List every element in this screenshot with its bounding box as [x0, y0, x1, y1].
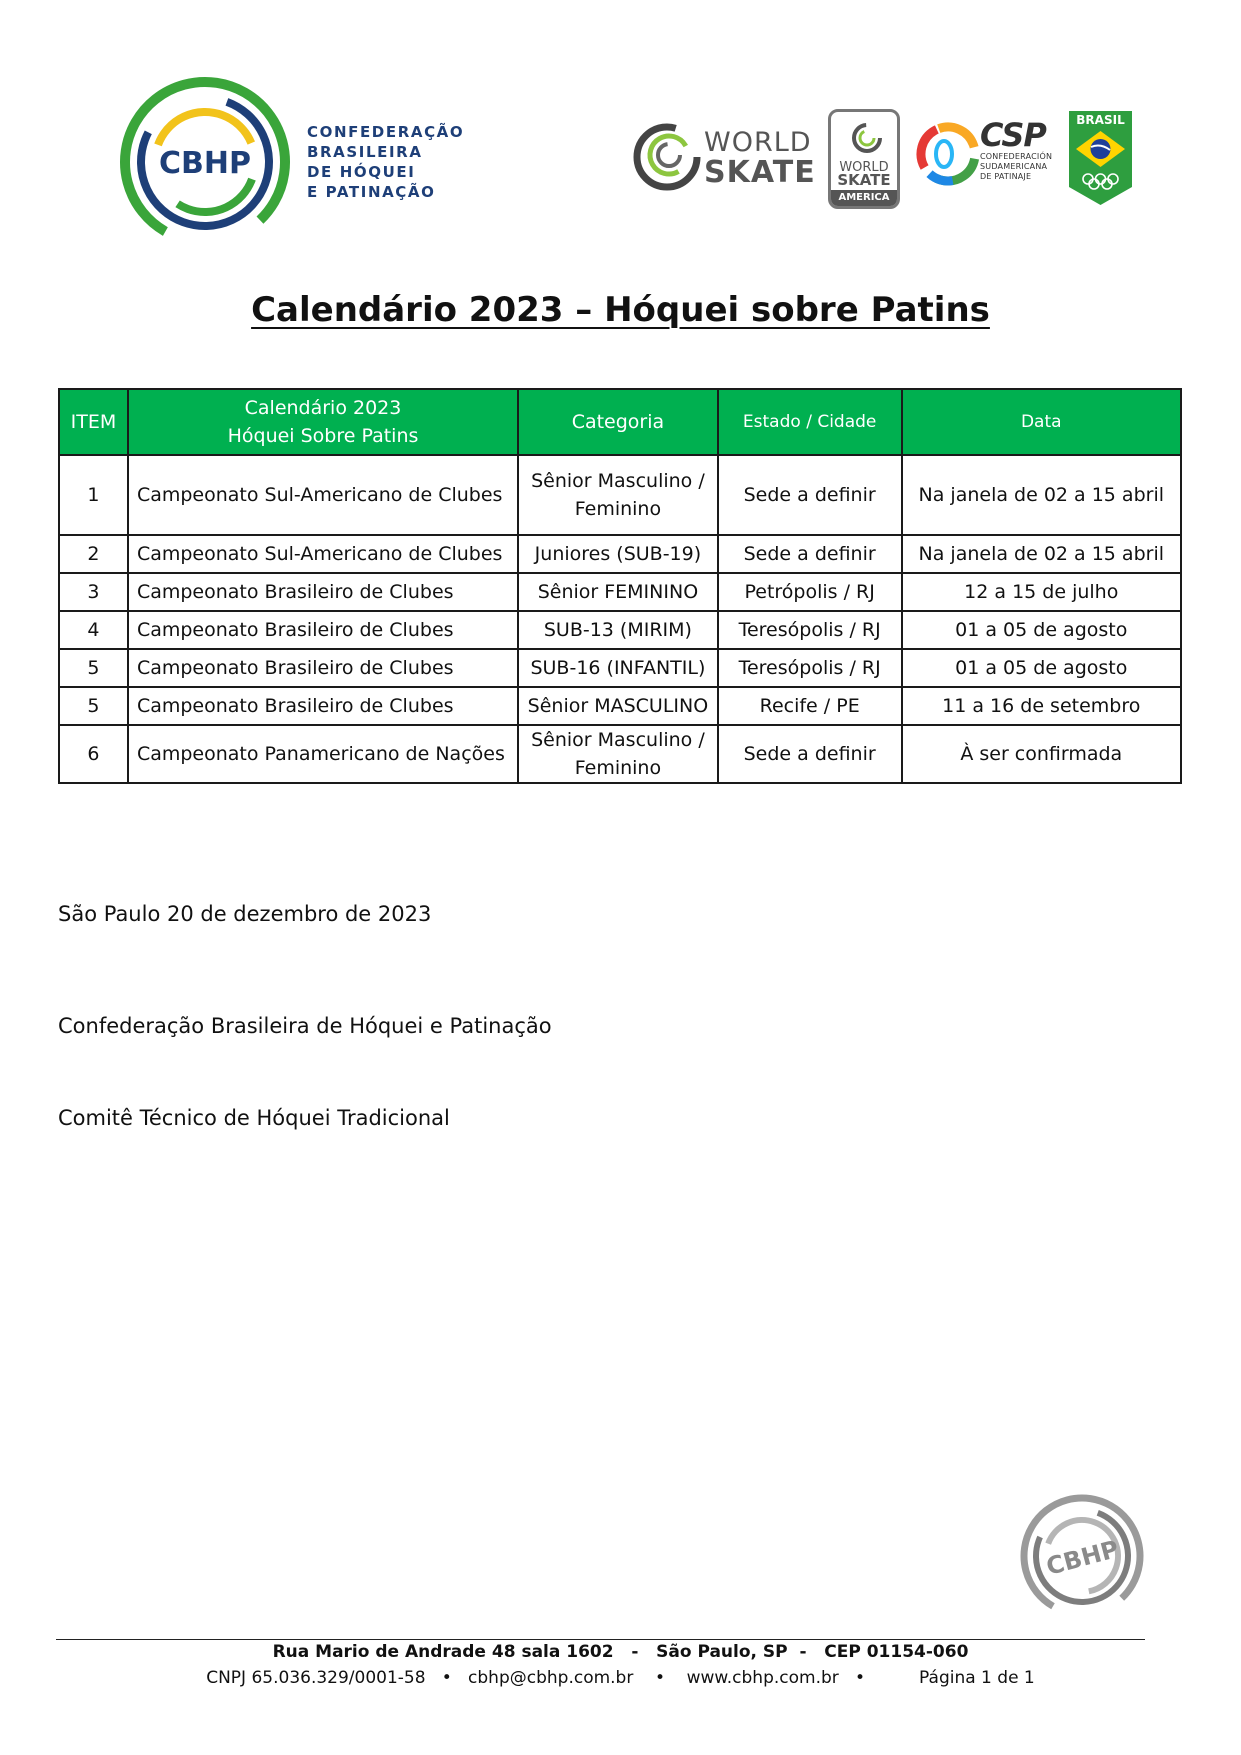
- header-category: Categoria: [518, 389, 718, 455]
- world-skate-word: WORLD: [704, 127, 812, 158]
- cell-category: SUB-13 (MIRIM): [518, 611, 718, 649]
- cell-category: Sênior Masculino / Feminino: [518, 725, 718, 783]
- cell-event: Campeonato Sul-Americano de Clubes: [128, 455, 518, 535]
- table-row: [59, 649, 1181, 687]
- cell-item: 2: [59, 535, 128, 573]
- footer-website-link[interactable]: www.cbhp.com.br: [686, 1668, 839, 1688]
- cbhp-org-name-line: BRASILEIRA: [307, 143, 423, 161]
- world-skate-swirl-icon: [631, 121, 703, 193]
- cell-location: Sede a definir: [718, 455, 902, 535]
- cell-category: Juniores (SUB-19): [518, 535, 718, 573]
- cbhp-org-name-line: E PATINAÇÃO: [307, 183, 436, 201]
- table-row: [59, 611, 1181, 649]
- cell-date: 01 a 05 de agosto: [902, 649, 1181, 687]
- footer-address: Rua Mario de Andrade 48 sala 1602 - São Paulo, SP - CEP 01154-060: [272, 1642, 969, 1662]
- header-event: [128, 389, 518, 455]
- cell-location: Sede a definir: [718, 535, 902, 573]
- world-skate-word: SKATE: [704, 155, 816, 190]
- document-title: [0, 290, 1241, 330]
- table-row: [59, 455, 1181, 535]
- csp-ring-icon: [914, 118, 982, 190]
- cell-date: 11 a 16 de setembro: [902, 687, 1181, 725]
- cell-item: 5: [59, 649, 128, 687]
- brasil-olympic-logo: [1067, 109, 1134, 207]
- cell-location: Teresópolis / RJ: [718, 611, 902, 649]
- signature-organization: Confederação Brasileira de Hóquei e Patinação: [58, 1014, 552, 1038]
- footer-cnpj: CNPJ 65.036.329/0001-58: [206, 1668, 426, 1688]
- table-row: [59, 535, 1181, 573]
- header-item: ITEM: [59, 389, 128, 455]
- cell-category: SUB-16 (INFANTIL): [518, 649, 718, 687]
- csp-wordmark: [980, 118, 1052, 182]
- cell-event: Campeonato Brasileiro de Clubes: [128, 573, 518, 611]
- footer-contact: CNPJ 65.036.329/0001-58 • cbhp@cbhp.com.br • www.cbhp.com.br • Página 1 de 1: [206, 1668, 1035, 1688]
- world-skate-wordmark: [704, 128, 816, 188]
- csp-line: SUDAMERICANA: [980, 162, 1048, 171]
- signature-committee: Comitê Técnico de Hóquei Tradicional: [58, 1106, 450, 1130]
- world-skate-america-swirl-icon: [851, 120, 883, 156]
- document-title-text: Calendário 2023 – Hóquei sobre Patins: [251, 290, 990, 330]
- header-location: Estado / Cidade: [718, 389, 902, 455]
- cell-date: 01 a 05 de agosto: [902, 611, 1181, 649]
- cell-date: Na janela de 02 a 15 abril: [902, 455, 1181, 535]
- table-header-row: [59, 389, 1181, 455]
- cbhp-logo: [117, 74, 293, 250]
- cell-date: À ser confirmada: [902, 725, 1181, 783]
- world-skate-america-line: AMERICA: [831, 190, 897, 206]
- cell-item: 3: [59, 573, 128, 611]
- cell-event: Campeonato Brasileiro de Clubes: [128, 687, 518, 725]
- cell-date: Na janela de 02 a 15 abril: [902, 535, 1181, 573]
- cell-item: 1: [59, 455, 128, 535]
- table-row: [59, 573, 1181, 611]
- cell-location: Sede a definir: [718, 725, 902, 783]
- brasil-label: BRASIL: [1076, 113, 1125, 127]
- cell-category: Sênior FEMININO: [518, 573, 718, 611]
- world-skate-america-logo: [828, 109, 900, 209]
- cbhp-watermark-logo: [1018, 1492, 1146, 1620]
- cell-item: 5: [59, 687, 128, 725]
- footer-page-number: Página 1 de 1: [919, 1668, 1035, 1688]
- table-row: [59, 687, 1181, 725]
- cell-category: Sênior Masculino / Feminino: [518, 455, 718, 535]
- cell-date: 12 a 15 de julho: [902, 573, 1181, 611]
- cell-event: Campeonato Brasileiro de Clubes: [128, 649, 518, 687]
- world-skate-america-line: SKATE: [837, 171, 891, 189]
- cell-category: Sênior MASCULINO: [518, 687, 718, 725]
- cbhp-org-name: [307, 122, 464, 202]
- footer-divider: [56, 1639, 1145, 1640]
- cell-location: Recife / PE: [718, 687, 902, 725]
- cbhp-logo-text: CBHP: [159, 146, 251, 181]
- csp-line: DE PATINAJE: [980, 172, 1032, 181]
- date-line: São Paulo 20 de dezembro de 2023: [58, 902, 432, 926]
- csp-abbr: CSP: [980, 116, 1046, 154]
- cell-item: 4: [59, 611, 128, 649]
- world-skate-america-line: WORLD: [839, 160, 889, 175]
- cell-location: Teresópolis / RJ: [718, 649, 902, 687]
- footer-email-link[interactable]: cbhp@cbhp.com.br: [468, 1668, 634, 1688]
- header-event-line: Calendário 2023: [244, 397, 402, 419]
- cell-event: Campeonato Sul-Americano de Clubes: [128, 535, 518, 573]
- table-row: [59, 725, 1181, 783]
- csp-line: CONFEDERACIÓN: [980, 152, 1053, 161]
- cell-event: Campeonato Panamericano de Nações: [128, 725, 518, 783]
- cbhp-org-name-line: CONFEDERAÇÃO: [307, 123, 465, 141]
- calendar-table: [58, 388, 1182, 784]
- header-event-line: Hóquei Sobre Patins: [227, 425, 419, 447]
- watermark-text: CBHP: [1043, 1534, 1122, 1581]
- cell-item: 6: [59, 725, 128, 783]
- cell-location: Petrópolis / RJ: [718, 573, 902, 611]
- cbhp-org-name-line: DE HÓQUEI: [307, 163, 416, 181]
- cell-event: Campeonato Brasileiro de Clubes: [128, 611, 518, 649]
- header-date: Data: [902, 389, 1181, 455]
